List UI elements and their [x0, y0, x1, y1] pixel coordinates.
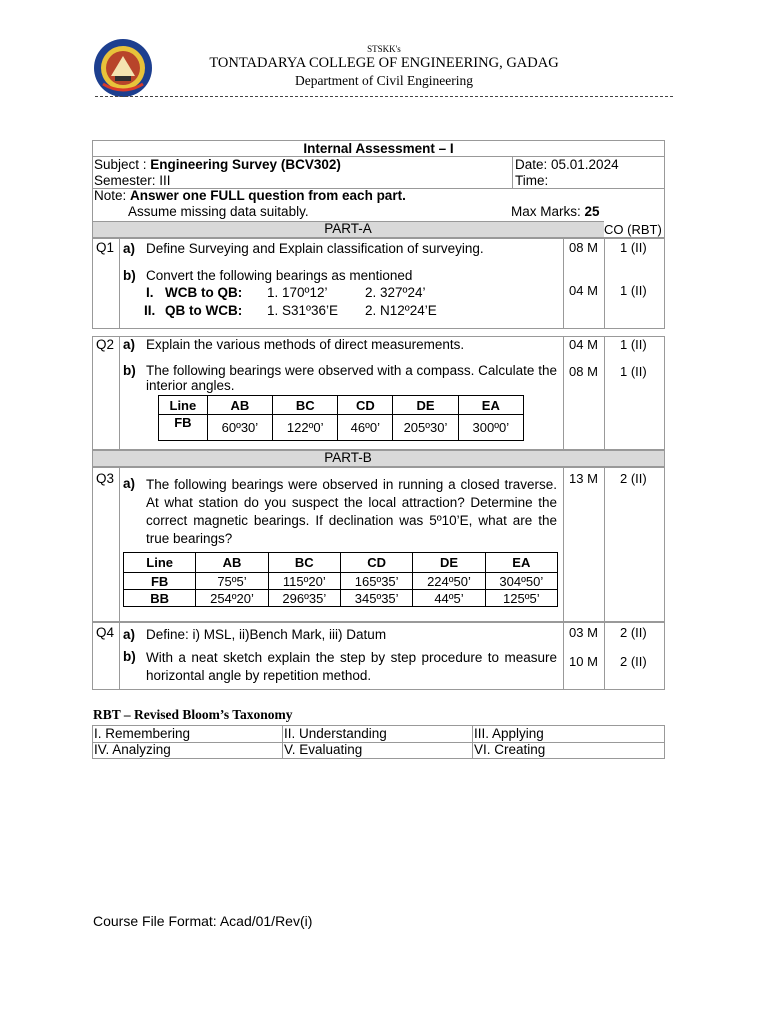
q2b-label: b) [123, 363, 136, 378]
course-file-format: Course File Format: Acad/01/Rev(i) [93, 913, 313, 929]
q1b-co: 1 (II) [620, 283, 647, 298]
rbt-level-6: VI. Creating [474, 742, 546, 757]
org-name: STSKK's [367, 44, 401, 54]
q1-ii-label: II. [144, 303, 156, 318]
q3-bearing-table [123, 552, 558, 607]
rbt-level-4: IV. Analyzing [94, 742, 171, 757]
table-cell: 304º50’ [485, 573, 557, 590]
table-cell: BC [273, 396, 338, 415]
q2b-co: 1 (II) [620, 364, 647, 379]
table-cell: 115º20’ [268, 573, 340, 590]
q4b-co: 2 (II) [620, 654, 647, 669]
q1a-marks: 08 M [569, 240, 598, 255]
table-cell: Line [124, 553, 196, 573]
assume-note: Assume missing data suitably. [128, 204, 309, 219]
table-cell: DE [393, 396, 458, 415]
exam-title: Internal Assessment – I [303, 141, 454, 156]
q3a-label: a) [123, 476, 136, 491]
rbt-level-5: V. Evaluating [284, 742, 363, 757]
table-cell: 125º5’ [485, 590, 557, 607]
max-marks: Max Marks: 25 [511, 204, 600, 219]
q1a-label: a) [123, 241, 136, 256]
table-row [124, 590, 558, 607]
subject-line: Subject : Engineering Survey (BCV302) [94, 157, 341, 172]
q1-ii-2: 2. N12º24’E [365, 303, 437, 318]
q2-bearing-table [158, 395, 524, 441]
table-cell: Line [159, 396, 208, 415]
q1a-co: 1 (II) [620, 240, 647, 255]
q4b-text: With a neat sketch explain the step by step procedure to measure horizontal angle by repetition method. [146, 650, 557, 683]
q2b-text: The following bearings were observed with a compass. Calculate the interior angles. [146, 363, 557, 393]
q1-i-2: 2. 327º24’ [365, 285, 426, 300]
table-cell: 60º30’ [207, 415, 272, 441]
table-cell: 44º5’ [413, 590, 485, 607]
q1b-label: b) [123, 268, 136, 283]
exam-date: Date: 05.01.2024 [515, 157, 619, 172]
q4a-co: 2 (II) [620, 625, 647, 640]
q3-number: Q3 [96, 471, 115, 486]
semester: Semester: III [94, 173, 171, 188]
note: Note: Answer one FULL question from each part. [94, 188, 406, 203]
q1-i-head: WCB to QB: [165, 285, 243, 300]
header-divider [95, 96, 673, 97]
q1-i-label: I. [146, 285, 154, 300]
q4a-label: a) [123, 627, 136, 642]
q1-number: Q1 [96, 240, 115, 255]
table-cell: CD [340, 553, 412, 573]
table-cell: 296º35’ [268, 590, 340, 607]
q4b-label: b) [123, 649, 136, 664]
rbt-level-2: II. Understanding [284, 726, 387, 741]
table-cell: 165º35’ [340, 573, 412, 590]
q1b-text: Convert the following bearings as mentioned [146, 268, 413, 283]
table-cell: CD [338, 396, 393, 415]
table-cell: AB [196, 553, 268, 573]
table-row [124, 553, 558, 573]
q1-ii-head: QB to WCB: [165, 303, 243, 318]
part-a-title: PART-A [324, 221, 372, 236]
table-cell: FB [124, 573, 196, 590]
table-cell: 46º0’ [338, 415, 393, 441]
table-cell: 224º50’ [413, 573, 485, 590]
table-row [159, 415, 524, 441]
exam-time: Time: [515, 173, 549, 188]
table-cell: DE [413, 553, 485, 573]
q3a-text: The following bearings were observed in running a closed traverse. At what station do you suspect the local attraction? Determine the correct magnetic bearings. If declination was 5º10’E, what are the true bearings? [146, 477, 557, 546]
table-cell: BC [268, 553, 340, 573]
q1-i-1: 1. 170º12’ [267, 285, 328, 300]
q2b-marks: 08 M [569, 364, 598, 379]
q2-number: Q2 [96, 337, 115, 352]
table-cell: 300º0’ [458, 415, 523, 441]
q2a-label: a) [123, 337, 136, 352]
rbt-level-1: I. Remembering [94, 726, 191, 741]
rbt-level-3: III. Applying [474, 726, 544, 741]
table-cell: 205º30’ [393, 415, 458, 441]
table-cell: 345º35’ [340, 590, 412, 607]
college-name: TONTADARYA COLLEGE OF ENGINEERING, GADAG [209, 55, 559, 71]
q4a-text: Define: i) MSL, ii)Bench Mark, iii) Datum [146, 627, 387, 642]
q3a-co: 2 (II) [620, 471, 647, 486]
table-cell: FB [159, 415, 208, 441]
table-cell: EA [485, 553, 557, 573]
table-cell: AB [207, 396, 272, 415]
table-cell: 75º5’ [196, 573, 268, 590]
q2a-marks: 04 M [569, 337, 598, 352]
q2a-text: Explain the various methods of direct measurements. [146, 337, 465, 352]
q1b-marks: 04 M [569, 283, 598, 298]
q3a-marks: 13 M [569, 471, 598, 486]
table-row [124, 573, 558, 590]
q1a-text: Define Surveying and Explain classification of surveying. [146, 241, 484, 256]
table-cell: 254º20’ [196, 590, 268, 607]
department-name: Department of Civil Engineering [294, 73, 474, 88]
table-row [159, 396, 524, 415]
q2a-co: 1 (II) [620, 337, 647, 352]
q1-ii-1: 1. S31º36’E [267, 303, 338, 318]
co-rbt-header: CO (RBT) [604, 222, 662, 237]
q4a-marks: 03 M [569, 625, 598, 640]
table-cell: 122º0’ [273, 415, 338, 441]
rbt-title: RBT – Revised Bloom’s Taxonomy [93, 707, 293, 722]
q4b-marks: 10 M [569, 654, 598, 669]
part-b-title: PART-B [324, 450, 372, 465]
q4-number: Q4 [96, 625, 115, 640]
table-cell: BB [124, 590, 196, 607]
table-cell: EA [458, 396, 523, 415]
